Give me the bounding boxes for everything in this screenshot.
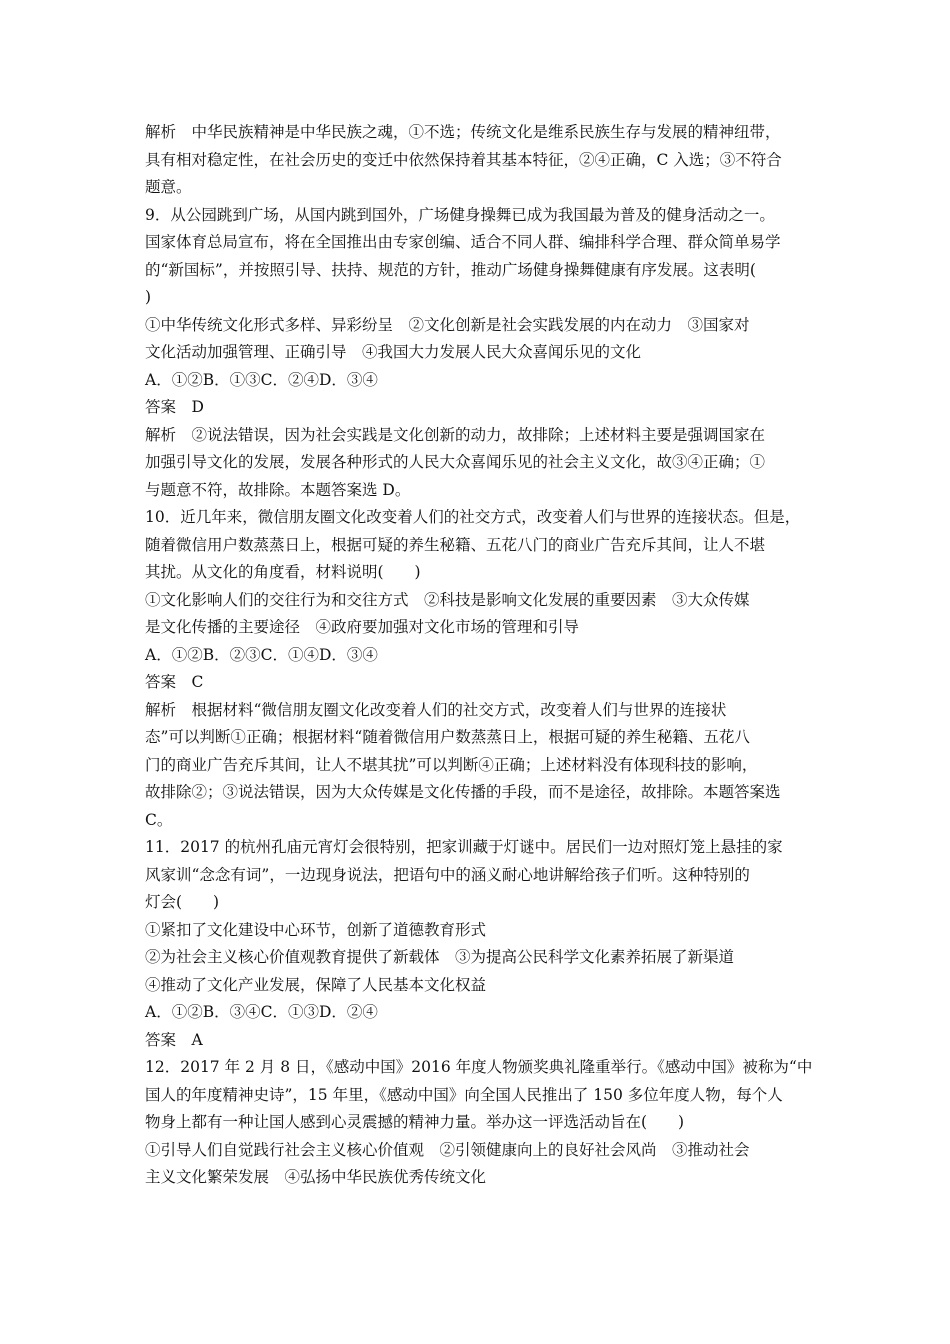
- text-line: 文化活动加强管理、正确引导 ④我国大力发展人民大众喜闻乐见的文化: [145, 343, 642, 361]
- question-9-answer: 答案 D: [145, 398, 204, 416]
- text-line: 其扰。从文化的角度看，材料说明( ): [145, 563, 421, 581]
- question-9-analysis: 解析 ②说法错误，因为社会实践是文化创新的动力，故排除；上述材料主要是强调国家在: [145, 425, 766, 444]
- text-line: 国人的年度精神史诗”，15 年里，《感动中国》向全国人民推出了 150 多位年度人物，每个人: [145, 1085, 783, 1104]
- text-line: ): [145, 288, 152, 306]
- text-line: 主义文化繁荣发展 ④弘扬中华民族优秀传统文化: [145, 1168, 487, 1186]
- text-line: 门的商业广告充斥其间，让人不堪其扰”可以判断④正确；上述材料没有体现科技的影响，: [145, 755, 758, 774]
- text-line: 灯会( ): [145, 893, 220, 911]
- text-line: 的“新国标”，并按照引导、扶持、规范的方针，推动广场健身操舞健康有序发展。这表明(: [145, 260, 756, 279]
- question-10-choices: A．①②B．②③C．①④D．③④: [145, 645, 378, 664]
- question-9-options: ①中华传统文化形式多样、异彩纷呈 ②文化创新是社会实践发展的内在动力 ③国家对: [145, 315, 750, 334]
- question-10-options: ①文化影响人们的交往行为和交往方式 ②科技是影响文化发展的重要因素 ③大众传媒: [145, 590, 750, 609]
- text-line: ②为社会主义核心价值观教育提供了新载体 ③为提高公民科学文化素养拓展了新渠道: [145, 948, 735, 966]
- text-line: 态”可以判断①正确；根据材料“随着微信用户数蒸蒸日上，根据可疑的养生秘籍、五花八: [145, 728, 750, 746]
- question-12-stem: 12．2017 年 2 月 8 日，《感动中国》2016 年度人物颁奖典礼隆重举行。《感动中国》被称为“中: [145, 1058, 813, 1076]
- question-9-choices: A．①②B．①③C．②④D．③④: [145, 370, 378, 389]
- text-line: 加强引导文化的发展，发展各种形式的人民大众喜闻乐见的社会主义文化，故③④正确；①: [145, 453, 766, 471]
- text-line: 故排除②；③说法错误，因为大众传媒是文化传播的手段，而不是途径，故排除。本题答案选: [145, 783, 781, 801]
- text-line: 具有相对稳定性，在社会历史的变迁中依然保持着其基本特征，②④正确，C 入选；③不符合: [145, 150, 782, 169]
- text-line: 国家体育总局宣布，将在全国推出由专家创编、适合不同人群、编排科学合理、群众简单易学: [145, 233, 781, 251]
- question-11-stem: 11．2017 的杭州孔庙元宵灯会很特别，把家训藏于灯谜中。居民们一边对照灯笼上悬挂的家: [145, 838, 783, 856]
- text-line: 随着微信用户数蒸蒸日上，根据可疑的养生秘籍、五花八门的商业广告充斥其间，让人不堪: [145, 535, 766, 554]
- text-line: 题意。: [145, 178, 192, 196]
- text-line: 风家训“念念有词”，一边现身说法，把语句中的涵义耐心地讲解给孩子们听。这种特别的: [145, 865, 750, 884]
- document-body: [145, 119, 815, 1192]
- text-line: 是文化传播的主要途径 ④政府要加强对文化市场的管理和引导: [145, 618, 580, 636]
- question-10-analysis: 解析 根据材料“微信朋友圈文化改变着人们的社交方式，改变着人们与世界的连接状: [145, 700, 727, 719]
- text-line: C。: [145, 810, 173, 829]
- question-11-choices: A．①②B．③④C．①③D．②④: [145, 1003, 378, 1021]
- question-11-answer: 答案 A: [145, 1030, 203, 1049]
- question-11-options: ①紧扣了文化建设中心环节，创新了道德教育形式: [145, 920, 487, 939]
- question-10-answer: 答案 C: [145, 673, 204, 691]
- text-line: 物身上都有一种让国人感到心灵震撼的精神力量。举办这一评选活动旨在( ): [145, 1113, 685, 1131]
- text-line: 解析 中华民族精神是中华民族之魂，①不选；传统文化是维系民族生存与发展的精神纽带，: [145, 123, 781, 141]
- question-10-stem: 10．近几年来，微信朋友圈文化改变着人们的社交方式，改变着人们与世界的连接状态。但是，: [145, 508, 801, 526]
- text-line: 与题意不符，故排除。本题答案选 D。: [145, 480, 411, 499]
- text-line: ④推动了文化产业发展，保障了人民基本文化权益: [145, 975, 487, 994]
- question-12-options: ①引导人们自觉践行社会主义核心价值观 ②引领健康向上的良好社会风尚 ③推动社会: [145, 1140, 750, 1159]
- question-9-stem: 9．从公园跳到广场，从国内跳到国外，广场健身操舞已成为我国最为普及的健身活动之一。: [145, 205, 775, 224]
